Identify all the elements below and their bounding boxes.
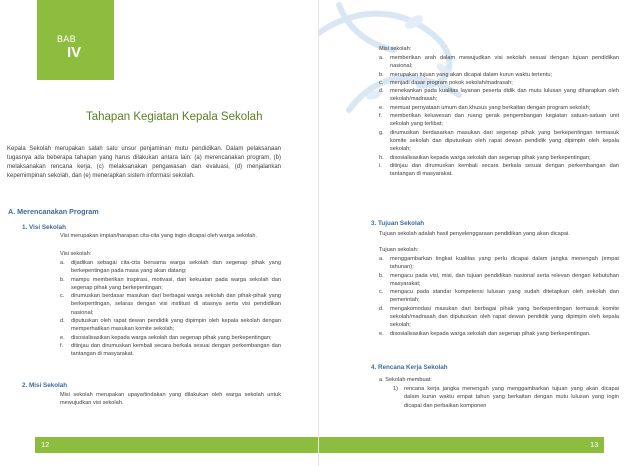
- list-text: diputuskan oleh rapat dewan pendidik yang dipimpin oleh kepala sekolah dengan memperhatikan masukan komite sekolah;: [71, 318, 281, 333]
- misi-heading: 2. Misi Sekolah: [22, 382, 68, 389]
- intro-paragraph: Kepala Sekolah merupakan salah satu unsur penjaminan mutu pendidikan. Dalam pelaksanaan tugasnya ada beberapa tahapan yang harus dilakukan antara lain: (a) merencanakan program, (b) melaksanakan rencana kerja, (c) melaksanakan pengawasan dan evaluasi, (d) menjalankan kepemimpinan sekolah, dan (e) menerapkan sistem informasi sekolah.: [7, 146, 281, 180]
- rencana-list: [393, 385, 619, 410]
- list-item: [379, 104, 619, 112]
- list-item: [379, 54, 619, 71]
- list-text: ditinjau dan dirumuskan kembali secara berkala sesuai dengan perkembangan dan tantangan di masyarakat.: [71, 342, 281, 358]
- footer-bar-left: [35, 437, 319, 453]
- chapter-title: Tahapan Kegiatan Kepala Sekolah: [86, 111, 263, 123]
- list-item: [60, 292, 281, 317]
- list-marker: b.: [379, 71, 384, 78]
- list-text: menggambarkan tingkat kualitas yang perlu dicapai dalam jangka menengah (empat tahunan);: [390, 256, 619, 271]
- list-item: [379, 272, 619, 289]
- list-item: [379, 305, 619, 330]
- visi-lead: Visi sekolah:: [60, 251, 92, 257]
- list-item: [379, 112, 619, 129]
- rencana-heading: 4. Rencana Kerja Sekolah: [371, 364, 448, 371]
- list-item: [393, 385, 619, 410]
- list-marker: c.: [379, 289, 384, 296]
- list-item: [379, 255, 619, 272]
- tujuan-heading: 3. Tujuan Sekolah: [371, 220, 425, 227]
- list-marker: 1): [393, 386, 398, 392]
- list-marker: h.: [379, 154, 384, 161]
- page-number-left: 12: [41, 440, 50, 449]
- chapter-badge: [37, 0, 114, 80]
- list-marker: g.: [379, 129, 384, 136]
- list-text: disosialisasikan kepada warga sekolah dan segenap pihak yang berkepentingan;: [390, 154, 591, 161]
- list-text: disosialisasikan kepada warga sekolah dan segenap pihak yang berkepentingan;: [71, 334, 272, 341]
- list-text: memuat pernyataan umum dan khusus yang berkaitan dengan program sekolah;: [390, 104, 591, 111]
- list-marker: d.: [60, 318, 65, 325]
- list-marker: i.: [379, 162, 382, 169]
- list-text: mengakomodasi masukan dari berbagai pihak yang berkepentingan termasuk komite sekolah/madrasah dan diputuskan oleh rapat dewan pendidik yang dipimpin oleh kepala sekolah;: [390, 305, 619, 329]
- misi-lead: Misi sekolah:: [379, 46, 412, 52]
- list-text: menjadi dasar program pokok sekolah/madrasah;: [390, 79, 513, 86]
- list-text: memberikan keluwesan dan ruang gerak pengembangan kegiatan satuan-satuan unit sekolah yang terlibat;: [390, 113, 619, 128]
- list-marker: a.: [379, 256, 384, 262]
- chapter-label: BAB: [57, 34, 76, 44]
- list-item: [60, 334, 281, 342]
- list-item: [60, 317, 281, 334]
- section-a-heading: A. Merencanakan Program: [8, 207, 99, 216]
- visi-description: Visi merupakan impian/harapan cita-cita yang ingin dicapai oleh warga sekolah.: [60, 233, 258, 239]
- list-marker: b.: [379, 272, 384, 279]
- visi-list: [60, 259, 281, 359]
- list-marker: b.: [60, 276, 65, 283]
- list-text: merupakan tujuan yang akan dicapai dalam kurun waktu tertentu;: [390, 71, 553, 78]
- list-marker: c.: [379, 79, 384, 86]
- list-item: [379, 162, 619, 179]
- chapter-number: IV: [67, 44, 82, 61]
- list-item: [379, 79, 619, 87]
- list-text: ditinjau dan dirumuskan kembali secara berkala sesuai dengan perkembangan dan tantangan di masyarakat.: [390, 162, 619, 178]
- list-item: [60, 342, 281, 359]
- list-text: mengacu pada visi, misi, dan tujuan pendidikan nasional serta relevan dengan kebutuhan masyarakat;: [390, 272, 619, 287]
- list-item: [60, 276, 281, 293]
- right-page: [319, 0, 638, 466]
- list-marker: a.: [60, 260, 65, 266]
- list-text: dirumuskan berdasarkan masukan dari segenap pihak yang berkepentingan termasuk komite sekolah dan diputuskan oleh rapat dewan pendidik yang dipimpin oleh kepala sekolah;: [390, 129, 619, 153]
- footer-bar-right: [319, 437, 604, 453]
- list-marker: c.: [60, 293, 65, 300]
- list-text: mampu memberikan inspirasi, motivasi, dan kekuatan pada warga sekolah dan segenap pihak yang berkepentingan;: [71, 276, 281, 291]
- tujuan-description: Tujuan sekolah adalah hasil penyelenggaraan pendidikan yang akan dicapai.: [379, 231, 570, 237]
- list-marker: d.: [379, 305, 384, 312]
- list-text: rencana kerja jangka menengah yang menggambarkan tujuan yang akan dicapai dalam kurun waktu empat tahun yang berkaitan dengan mutu lulusan yang ingin dicapai dan perbaikan komponen: [404, 386, 619, 409]
- list-marker: a.: [379, 55, 384, 61]
- list-item: [379, 288, 619, 305]
- list-text: disosialisasikan kepada warga sekolah dan segenap pihak yang berkepentingan.: [390, 330, 591, 337]
- list-marker: d.: [379, 88, 384, 95]
- rencana-lead: a. Sekolah membuat:: [379, 377, 432, 383]
- list-text: memberikan arah dalam mewujudkan visi sekolah sesuai dengan tujuan pendidikan nasional;: [390, 55, 619, 70]
- tujuan-list: [379, 255, 619, 338]
- list-item: [379, 154, 619, 162]
- tujuan-lead: Tujuan sekolah:: [379, 247, 419, 253]
- list-text: dijadikan sebagai cita-cita bersama warga sekolah dan segenap pihak yang berkepentingan pada masa yang akan datang;: [71, 260, 281, 275]
- list-item: [379, 129, 619, 154]
- list-marker: e.: [379, 104, 384, 111]
- page-number-right: 13: [590, 440, 599, 449]
- list-marker: f.: [379, 113, 383, 120]
- list-text: dirumuskan berdasar masukan dari berbagai warga sekolah dan pihak-pihak yang berkepentingan, selaras dengan visi institusi di atasnya serta visi pendidikan nasional;: [71, 293, 281, 316]
- list-marker: e.: [379, 330, 384, 337]
- list-item: [60, 259, 281, 276]
- list-marker: e.: [60, 334, 65, 341]
- visi-heading: 1. Visi Sekolah: [22, 224, 66, 231]
- list-item: [379, 71, 619, 79]
- misi-description: Misi sekolah merupakan upaya/tindakan yang dilakukan oleh warga sekolah untuk mewujudkan visi sekolah.: [60, 392, 281, 407]
- list-text: mengacu pada standar kompetensi lulusan yang sudah ditetapkan oleh sekolah dan pemerintah;: [390, 289, 619, 304]
- misi-list: [379, 54, 619, 178]
- list-marker: f.: [60, 342, 64, 349]
- list-item: [379, 87, 619, 104]
- list-item: [379, 330, 619, 338]
- list-text: menekankan pada kualitas layanan peserta didik dan mutu lulusan yang diharapkan oleh sekolah/madrasah;: [390, 88, 619, 103]
